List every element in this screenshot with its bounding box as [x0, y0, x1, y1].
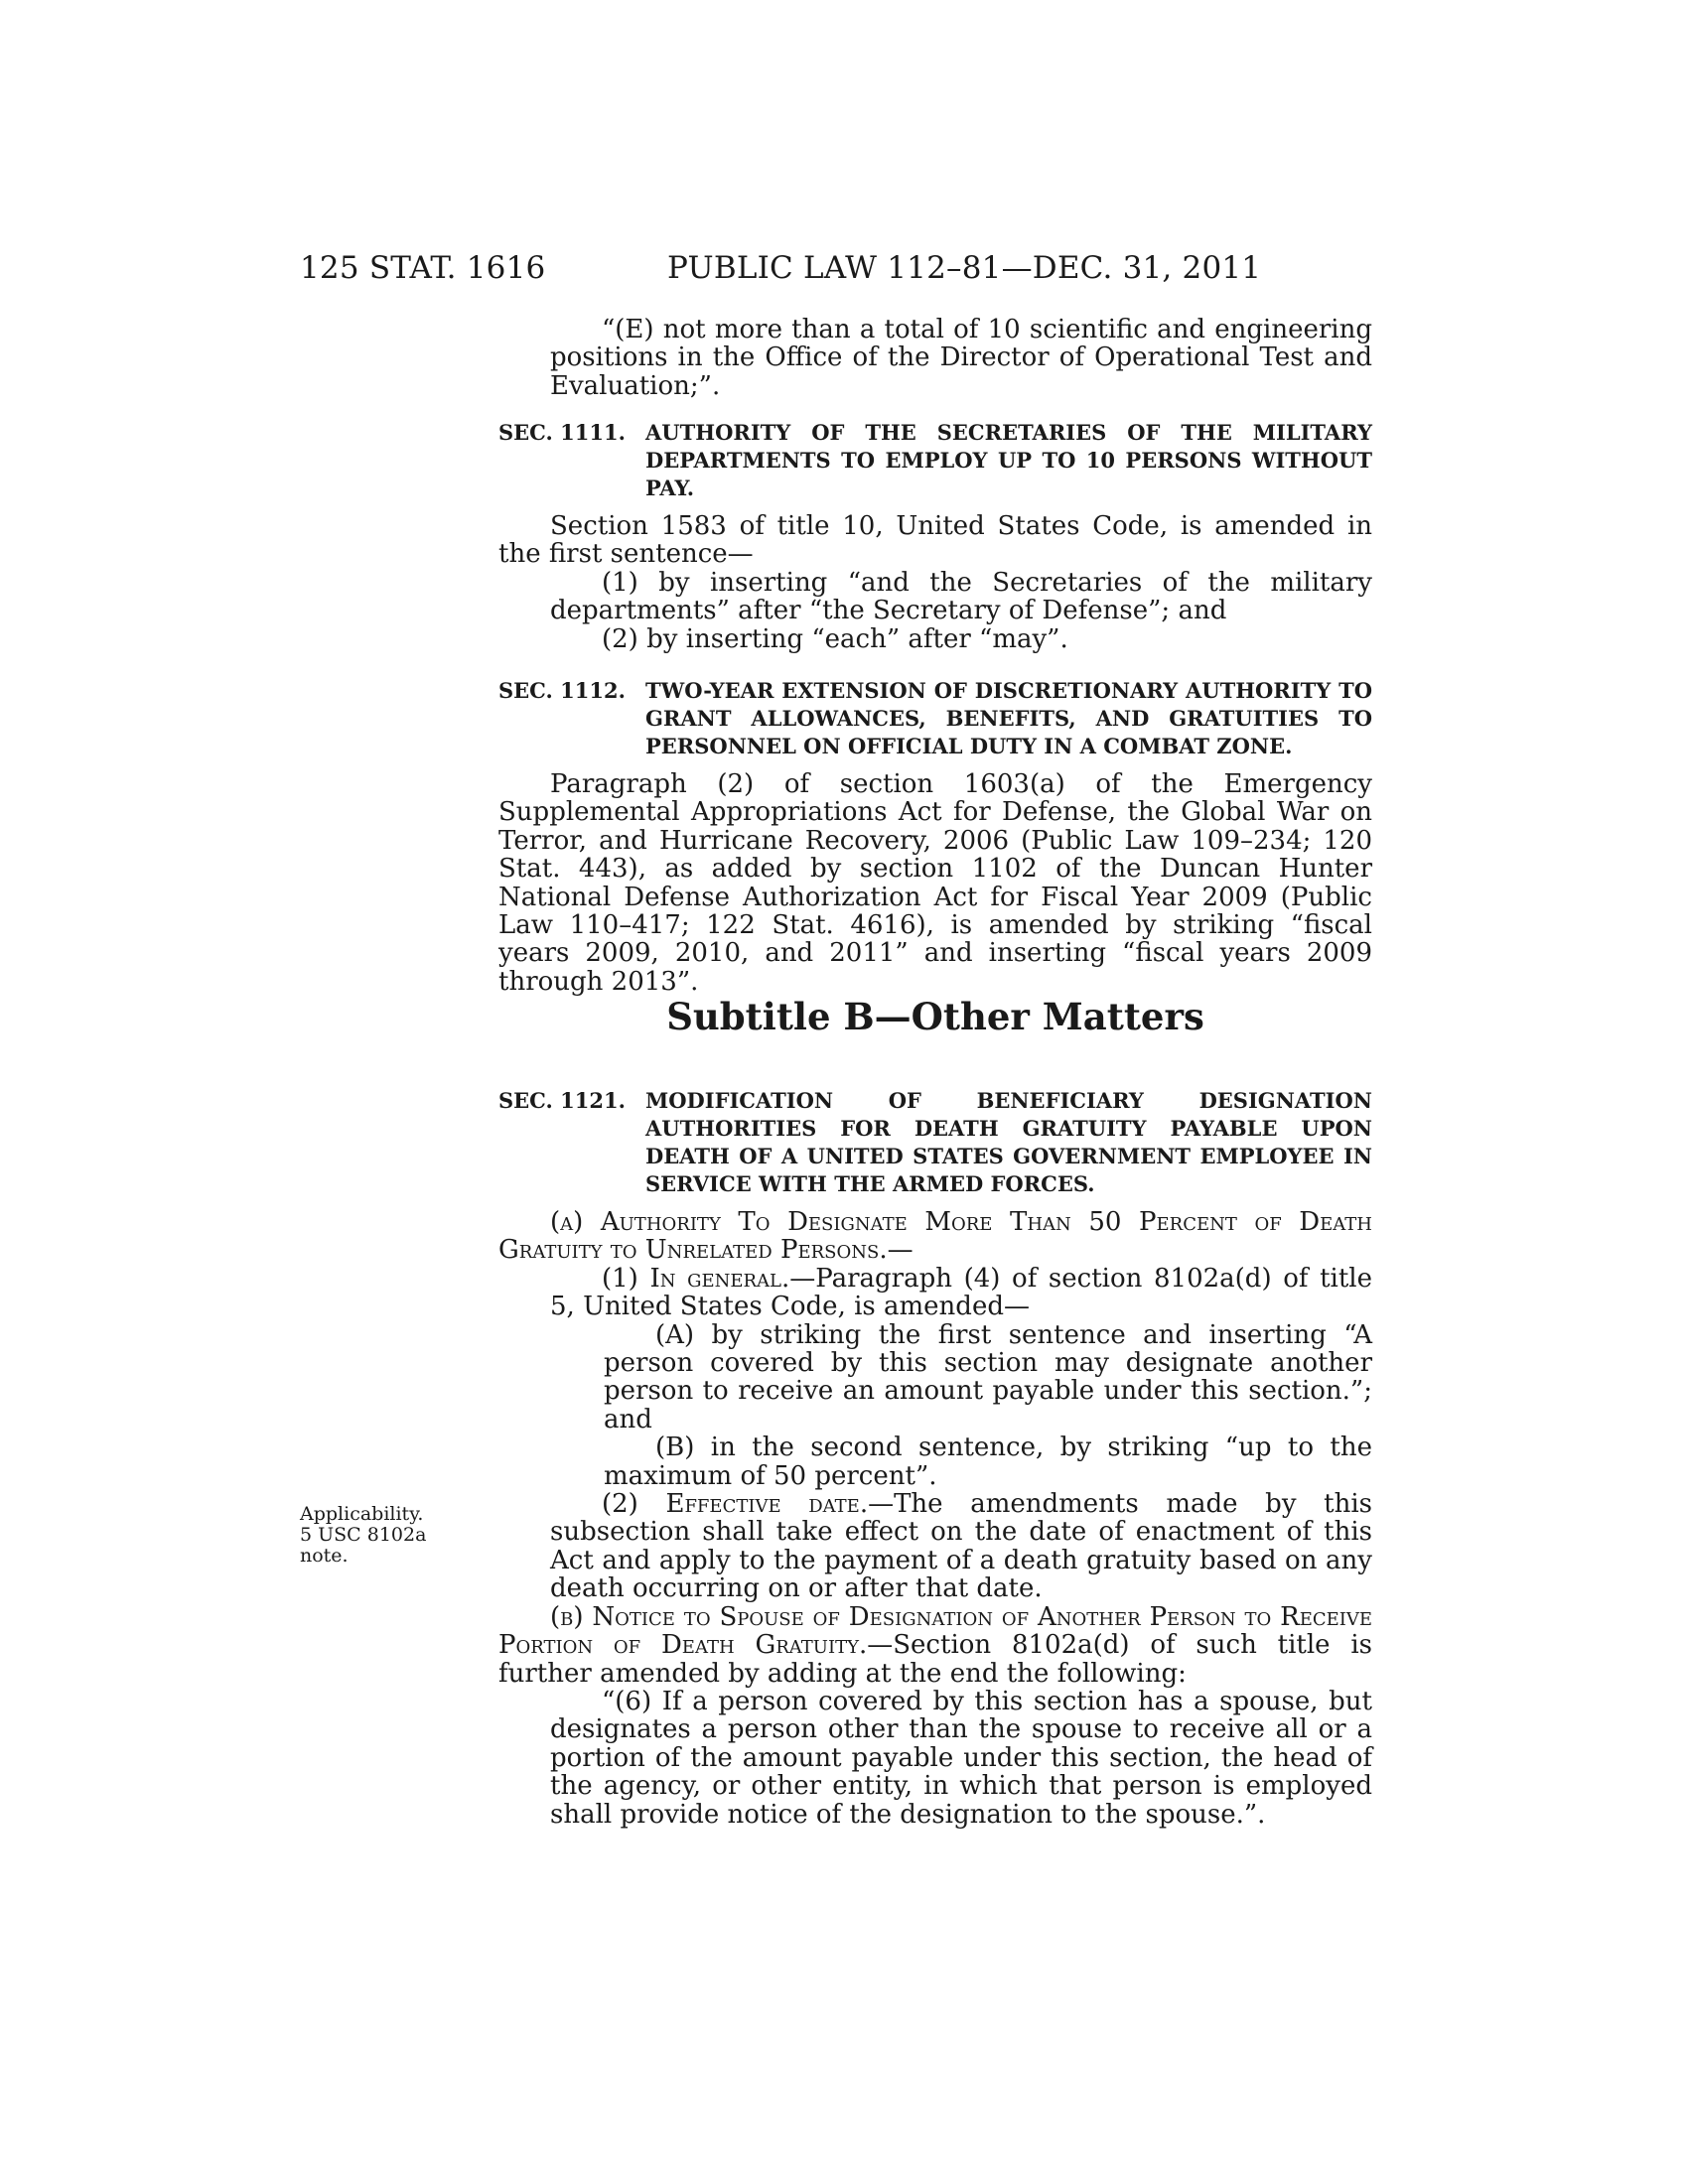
subtitle-heading: Subtitle B—Other Matters	[666, 995, 1204, 1038]
section-1121	[498, 1087, 1372, 1829]
section-1111-number: SEC. 1111.	[498, 420, 626, 445]
section-1112	[498, 677, 1372, 996]
section-1111-item-1: (1) by inserting “and the Secretaries of the military departments” after “the Secretary of Defense”; and	[550, 567, 1372, 626]
paragraph-e: “(E) not more than a total of 10 scientific and engineering positions in the Office of the Director of Operational Test and Evaluation;”.	[550, 315, 1372, 401]
paragraph-a2	[498, 1490, 1372, 1603]
section-1111-heading	[498, 419, 1372, 502]
section-1121-heading	[498, 1087, 1372, 1198]
paragraph-a1-label: (1) In general.	[602, 1263, 790, 1294]
paragraph-a2-text: —The amendments made by this subsection shall take effect on the date of enactment of this Act and apply to the payment of a death gratuity based on any death occurring on or after that date.	[550, 1489, 1372, 1604]
paragraph-a2-label: (2) Effective date.	[602, 1489, 869, 1520]
margin-note-line-2: 5 USC 8102a	[300, 1524, 427, 1546]
page-header	[300, 250, 1372, 290]
margin-note-line-1: Applicability.	[300, 1503, 424, 1525]
public-law-title: PUBLIC LAW 112–81—DEC. 31, 2011	[667, 250, 1262, 286]
section-1111-item-2: (2) by inserting “each” after “may”.	[602, 623, 1068, 654]
subtitle-block	[498, 995, 1372, 1038]
section-1111-intro: Section 1583 of title 10, United States Code, is amended in the first sentence—	[498, 511, 1372, 570]
quoted-paragraph-6: “(6) If a person covered by this section has a spouse, but designates a person other than the spouse to receive all or a portion of the amount payable under this section, the head of the agency, or other entity, in which that person is employed shall provide notice of the designation to the spouse.”.	[550, 1686, 1372, 1830]
paragraph-e-block	[498, 316, 1372, 400]
section-1111-title: AUTHORITY OF THE SECRETARIES OF THE MILITARY DEPARTMENTS TO EMPLOY UP TO 10 PERSONS WITHOUT PAY.	[645, 420, 1372, 500]
margin-note-line-3: note.	[300, 1545, 349, 1567]
margin-note	[300, 1504, 439, 1567]
section-1112-body: Paragraph (2) of section 1603(a) of the Emergency Supplemental Appropriations Act for Defense, the Global War on Terror, and Hurricane Recovery, 2006 (Public Law 109–234; 120 Stat. 443), as added by section 1102 of the Duncan Hunter National Defense Authorization Act for Fiscal Year 2009 (Public Law 110–417; 122 Stat. 4616), is amended by striking “fiscal years 2009, 2010, and 2011” and inserting “fiscal years 2009 through 2013”.	[498, 769, 1372, 997]
subsection-b-text: —Section 8102a(d) of such title is further amended by adding at the end the following:	[498, 1630, 1372, 1689]
subparagraph-a1A: (A) by striking the first sentence and inserting “A person covered by this section may designate another person to receive an amount payable under this section.”; and	[604, 1319, 1372, 1434]
section-1112-number: SEC. 1112.	[498, 678, 626, 703]
section-1121-title: MODIFICATION OF BENEFICIARY DESIGNATION AUTHORITIES FOR DEATH GRATUITY PAYABLE UPON DEATH OF A UNITED STATES GOVERNMENT EMPLOYEE IN SERVICE WITH THE ARMED FORCES.	[645, 1088, 1372, 1196]
paragraph-a1	[498, 1265, 1372, 1321]
section-1112-title: TWO-YEAR EXTENSION OF DISCRETIONARY AUTHORITY TO GRANT ALLOWANCES, BENEFITS, AND GRATUITIES TO PERSONNEL ON OFFICIAL DUTY IN A COMBAT ZONE.	[645, 678, 1372, 758]
subparagraph-a1B: (B) in the second sentence, by striking “up to the maximum of 50 percent”.	[604, 1433, 1372, 1491]
statute-page-number: 125 STAT. 1616	[300, 250, 546, 286]
section-1112-heading	[498, 677, 1372, 760]
section-1111	[498, 419, 1372, 653]
subsection-b	[498, 1603, 1372, 1688]
section-1121-number: SEC. 1121.	[498, 1088, 626, 1113]
subsection-a-heading: (a) Authority To Designate More Than 50 Percent of Death Gratuity to Unrelated Persons.—	[498, 1207, 1372, 1266]
paragraph-a1-text: —Paragraph (4) of section 8102a(d) of title 5, United States Code, is amended—	[550, 1263, 1373, 1322]
subsection-b-label: (b) Notice to Spouse of Designation of Another Person to Receive Portion of Death Gratuity.	[498, 1601, 1372, 1661]
